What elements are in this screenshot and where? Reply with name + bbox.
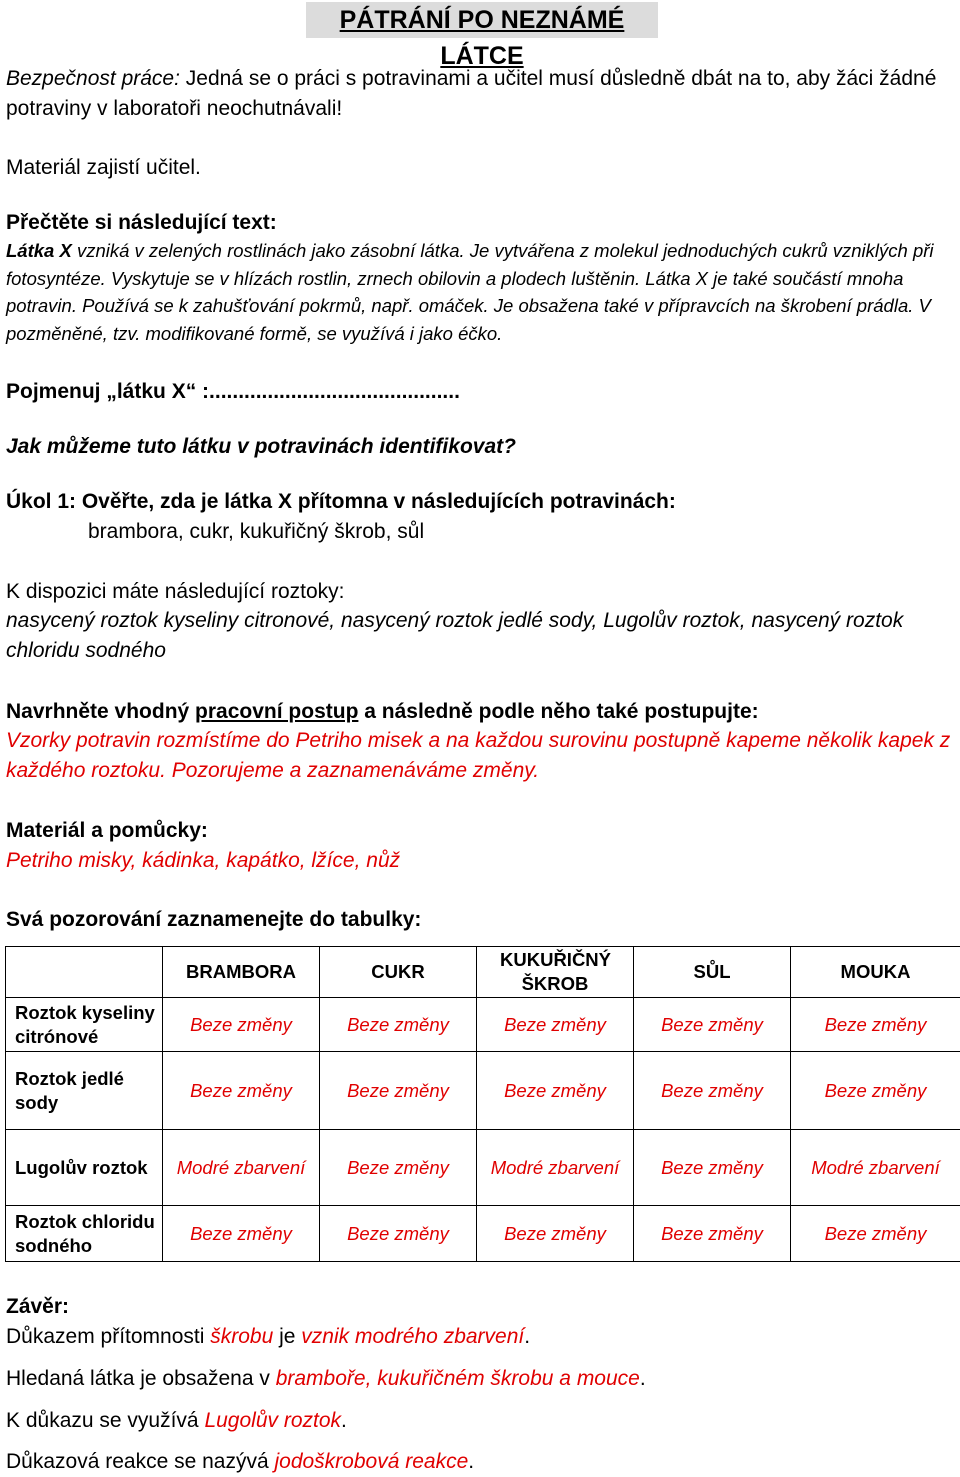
tools-heading: Materiál a pomůcky: [6, 819, 208, 842]
column-header: BRAMBORA [163, 947, 320, 998]
table-row [6, 1206, 960, 1262]
table-cell: Beze změny [163, 998, 320, 1052]
table-cell: Beze změny [634, 1206, 791, 1262]
table-cell: Beze změny [634, 1052, 791, 1130]
row-header: Roztok kyseliny citrónové [6, 998, 163, 1052]
safety-label: Bezpečnost práce: [6, 67, 180, 90]
table-corner-cell [6, 947, 163, 998]
identify-question: Jak můžeme tuto látku v potravinách identifikovat? [6, 435, 516, 458]
table-cell: Beze změny [791, 1052, 960, 1130]
procedure-heading-underlined: pracovní postup [195, 700, 359, 723]
conclusion-text: je [273, 1325, 302, 1348]
conclusion-line-2 [6, 1364, 956, 1394]
table-cell: Beze změny [320, 1052, 477, 1130]
table-cell: Beze změny [634, 1130, 791, 1206]
material-note: Materiál zajistí učitel. [6, 156, 201, 179]
conclusion-text: Důkazem přítomnosti [6, 1325, 211, 1348]
conclusion-text: . [468, 1450, 475, 1473]
task-foods: brambora, cukr, kukuřičný škrob, sůl [88, 520, 425, 543]
procedure-heading-b: a následně podle něho také postupujte: [358, 700, 759, 723]
conclusion-text: . [639, 1367, 646, 1390]
row-header: Roztok chloridu sodného [6, 1206, 163, 1262]
conclusion-answer: jodoškrobová reakce [274, 1450, 469, 1473]
procedure-heading-a: Navrhněte vhodný [6, 700, 196, 723]
conclusion-text: Hledaná látka je obsažena v [6, 1367, 276, 1390]
conclusion-text: . [341, 1409, 347, 1432]
conclusion-answer: škrobu [210, 1325, 274, 1348]
table-cell: Modré zbarvení [163, 1130, 320, 1206]
observation-table [5, 946, 960, 1262]
conclusion-line-1 [6, 1322, 956, 1352]
table-header-row [6, 947, 960, 998]
conclusion-answer: Lugolův roztok [204, 1409, 342, 1432]
table-row [6, 1052, 960, 1130]
reading-text [6, 237, 954, 347]
procedure-heading [6, 697, 956, 727]
table-cell: Beze změny [634, 998, 791, 1052]
safety-text: Jedná se o práci s potravinami a učitel musí důsledně dbát na to, aby žáci žádné potraviny v laboratoři neochutnávali! [6, 67, 937, 120]
name-prompt: Pojmenuj „látku X“ :........................................... [6, 380, 460, 403]
conclusion-line-4 [6, 1447, 956, 1477]
column-header: MOUKA [791, 947, 960, 998]
procedure-text: Vzorky potravin rozmístíme do Petriho misek a na každou surovinu postupně kapeme několik kapek z každého roztoku. Pozorujeme a zaznamenáváme změny. [6, 729, 951, 782]
conclusion-answer: bramboře, kukuřičném škrobu a mouce [275, 1367, 640, 1390]
conclusion-text: . [524, 1325, 531, 1348]
table-cell: Beze změny [320, 998, 477, 1052]
row-header: Lugolův roztok [6, 1130, 163, 1206]
reading-body: vzniká v zelených rostlinách jako zásobní látka. Je vytvářena z molekul jednoduchých cukrů vzniklých při fotosyntéze. Vyskytuje se v hlízách rostlin, zrnech obilovin a plodech luštěnin. Látka X je také součástí mnoha potravin. Používá se k zahušťování pokrmů, např. omáček. Je obsažena také v přípravcích na škrobení prádla. V pozměněné, tzv. modifikované formě, se využívá i jako éčko. [6, 240, 934, 344]
table-cell: Beze změny [320, 1130, 477, 1206]
table-cell: Beze změny [163, 1206, 320, 1262]
table-cell: Beze změny [477, 1052, 634, 1130]
task-heading: Úkol 1: Ověřte, zda je látka X přítomna v následujících potravinách: [6, 490, 676, 513]
table-cell: Beze změny [163, 1052, 320, 1130]
conclusion-heading: Závěr: [6, 1295, 70, 1318]
table-heading: Svá pozorování zaznamenejte do tabulky: [6, 908, 422, 931]
table-cell: Beze změny [791, 998, 960, 1052]
table-row [6, 998, 960, 1052]
table-row [6, 1130, 960, 1206]
table-cell: Modré zbarvení [791, 1130, 960, 1206]
column-header: CUKR [320, 947, 477, 998]
column-header: SŮL [634, 947, 791, 998]
column-header [477, 947, 634, 998]
conclusion-line-3 [6, 1406, 956, 1436]
read-heading: Přečtěte si následující text: [6, 211, 277, 234]
table-cell: Beze změny [320, 1206, 477, 1262]
solutions-list: nasycený roztok kyseliny citronové, nasycený roztok jedlé sody, Lugolův roztok, nasycený roztok chloridu sodného [6, 609, 904, 662]
page-title: PÁTRÁNÍ PO NEZNÁMÉ LÁTCE [306, 2, 658, 38]
table-cell: Beze změny [477, 998, 634, 1052]
column-header-label: KUKUŘIČNÝ ŠKROB [500, 949, 611, 994]
solutions-intro: K dispozici máte následující roztoky: [6, 580, 345, 603]
reading-subject: Látka X [6, 240, 72, 261]
conclusion-answer: vznik modrého zbarvení [301, 1325, 525, 1348]
table-cell: Beze změny [477, 1206, 634, 1262]
conclusion-text: Důkazová reakce se nazývá [6, 1450, 275, 1473]
safety-paragraph [6, 64, 956, 124]
row-header: Roztok jedlé sody [6, 1052, 163, 1130]
table-cell: Modré zbarvení [477, 1130, 634, 1206]
tools-text: Petriho misky, kádinka, kapátko, lžíce, nůž [6, 849, 401, 872]
table-cell: Beze změny [791, 1206, 960, 1262]
conclusion-text: K důkazu se využívá [6, 1409, 205, 1432]
